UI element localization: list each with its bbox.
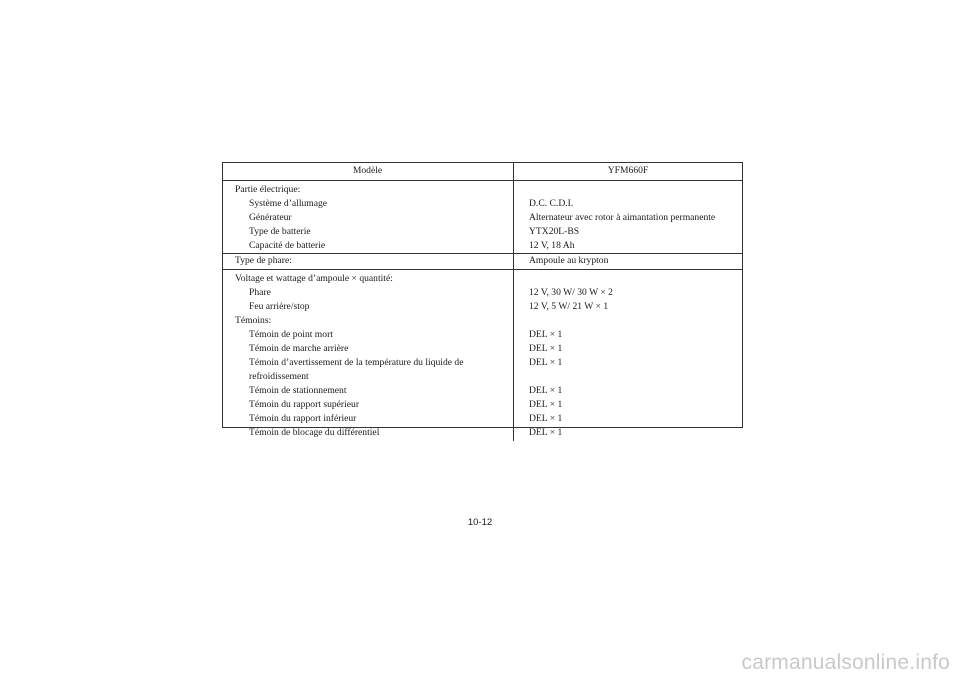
row-value: D.C. C.D.I. [529, 197, 574, 209]
row-label: Phare [222, 286, 514, 300]
header-model-value: YFM660F [514, 162, 743, 181]
row-label: Système d’allumage [222, 197, 514, 211]
page-number: 10-12 [467, 517, 493, 528]
row-label: Témoin de stationnement [222, 384, 514, 398]
row-value: DEL × 1 [529, 427, 563, 439]
row-value [514, 181, 743, 197]
row-value: 12 V, 30 W/ 30 W × 2 [529, 287, 613, 299]
row-label: Témoin d’avertissement de la température du liquide de refroidissement [222, 356, 514, 384]
row-value: DEL × 1 [529, 399, 563, 411]
table-row [222, 384, 742, 398]
table-row [222, 314, 742, 328]
row-value: Alternateur avec rotor à aimantation permanente [529, 211, 716, 223]
row-value: DEL × 1 [529, 413, 563, 425]
watermark: carmanualsonline.info [741, 651, 950, 674]
row-value: YTX20L-BS [529, 225, 580, 237]
table-row [222, 239, 742, 254]
header-model-label: Modèle [222, 162, 514, 181]
table-row [222, 181, 742, 197]
row-label: Témoin de blocage du différentiel [222, 426, 514, 441]
row-value [514, 269, 743, 286]
table-row [222, 356, 742, 384]
row-label: Témoin de marche arrière [222, 342, 514, 356]
row-label: Partie électrique: [222, 181, 514, 197]
row-value: DEL × 1 [529, 357, 563, 369]
row-value: DEL × 1 [529, 329, 563, 341]
table-row [222, 225, 742, 239]
row-label: Témoin du rapport supérieur [222, 398, 514, 412]
row-label: Témoin du rapport inférieur [222, 412, 514, 426]
table-row [222, 426, 742, 441]
row-value: DEL × 1 [529, 385, 563, 397]
row-value [514, 314, 743, 328]
row-label: Témoins: [222, 314, 514, 328]
row-value: DEL × 1 [529, 343, 563, 355]
table-row [222, 269, 742, 286]
table-row [222, 300, 742, 314]
table-row [222, 286, 742, 300]
row-label: Témoin de point mort [222, 328, 514, 342]
table-row [222, 211, 742, 225]
row-label: Type de phare: [222, 254, 514, 270]
row-label: Voltage et wattage d’ampoule × quantité: [222, 269, 514, 286]
row-label: Capacité de batterie [222, 239, 514, 254]
table-row [222, 197, 742, 211]
table-header-row [222, 162, 742, 181]
row-label: Type de batterie [222, 225, 514, 239]
row-value: Ampoule au krypton [514, 254, 743, 270]
table-row [222, 254, 742, 270]
row-label: Générateur [222, 211, 514, 225]
row-value: 12 V, 5 W/ 21 W × 1 [529, 301, 609, 313]
row-label: Feu arrière/stop [222, 300, 514, 314]
table-row [222, 328, 742, 342]
row-value: 12 V, 18 Ah [514, 239, 743, 254]
table-row [222, 398, 742, 412]
specifications-table [222, 162, 742, 441]
table-row [222, 412, 742, 426]
table-row [222, 342, 742, 356]
